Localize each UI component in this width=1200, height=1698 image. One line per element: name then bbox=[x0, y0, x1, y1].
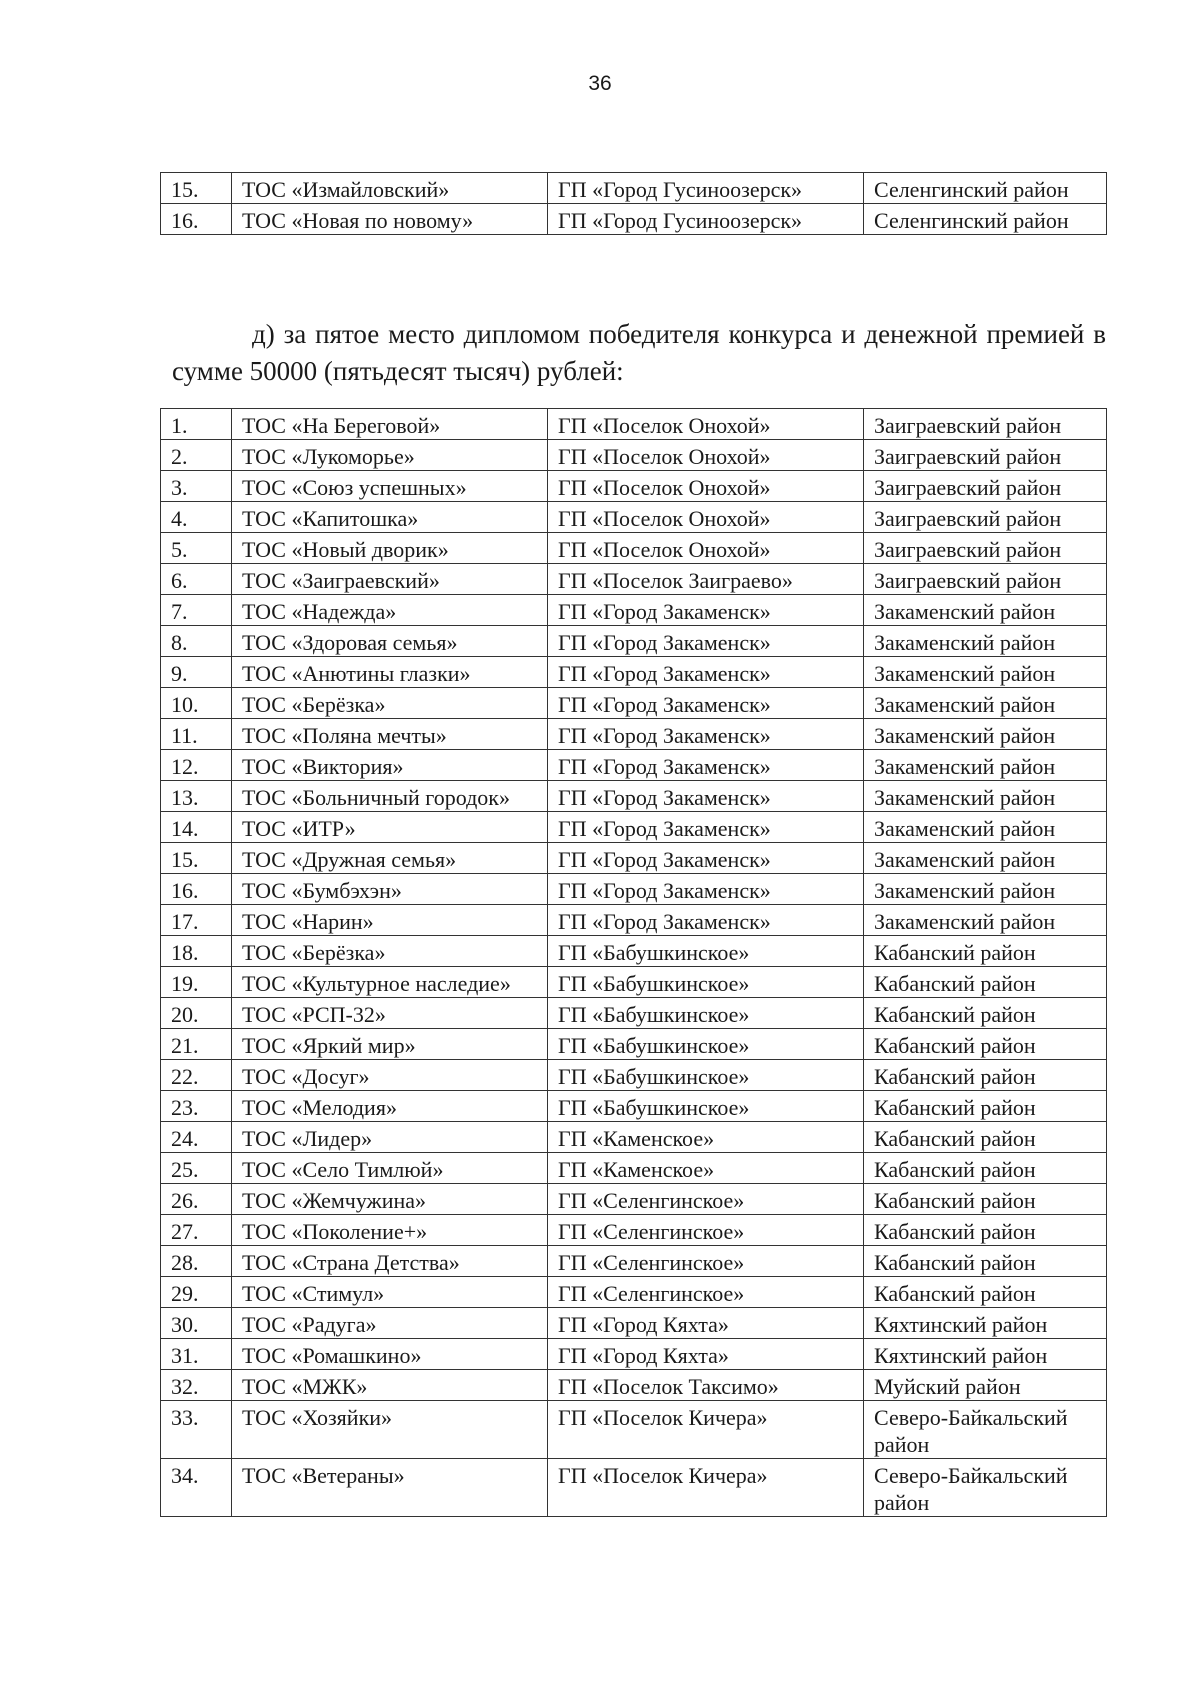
cell-row-number: 22. bbox=[161, 1060, 232, 1091]
cell-district: Кабанский район bbox=[864, 1060, 1107, 1091]
cell-district: Закаменский район bbox=[864, 905, 1107, 936]
cell-tos-name: ТОС «Культурное наследие» bbox=[232, 967, 548, 998]
cell-row-number: 1. bbox=[161, 409, 232, 440]
cell-district: Заиграевский район bbox=[864, 440, 1107, 471]
table-row bbox=[161, 1153, 1107, 1184]
cell-district: Закаменский район bbox=[864, 750, 1107, 781]
cell-row-number: 15. bbox=[161, 843, 232, 874]
cell-row-number: 28. bbox=[161, 1246, 232, 1277]
cell-settlement: ГП «Каменское» bbox=[548, 1122, 864, 1153]
cell-district: Заиграевский район bbox=[864, 409, 1107, 440]
cell-tos-name: ТОС «Ветераны» bbox=[232, 1459, 548, 1517]
cell-district: Заиграевский район bbox=[864, 533, 1107, 564]
cell-district: Кабанский район bbox=[864, 1122, 1107, 1153]
cell-row-number: 16. bbox=[161, 204, 232, 235]
cell-settlement: ГП «Город Кяхта» bbox=[548, 1308, 864, 1339]
cell-district: Кабанский район bbox=[864, 1277, 1107, 1308]
cell-settlement: ГП «Поселок Онохой» bbox=[548, 502, 864, 533]
cell-settlement: ГП «Город Закаменск» bbox=[548, 843, 864, 874]
cell-tos-name: ТОС «Жемчужина» bbox=[232, 1184, 548, 1215]
cell-settlement: ГП «Город Закаменск» bbox=[548, 905, 864, 936]
table-row bbox=[161, 471, 1107, 502]
cell-tos-name: ТОС «Село Тимлюй» bbox=[232, 1153, 548, 1184]
cell-settlement: ГП «Город Закаменск» bbox=[548, 626, 864, 657]
cell-settlement: ГП «Поселок Кичера» bbox=[548, 1459, 864, 1517]
table-row bbox=[161, 781, 1107, 812]
cell-row-number: 30. bbox=[161, 1308, 232, 1339]
cell-settlement: ГП «Бабушкинское» bbox=[548, 1060, 864, 1091]
cell-settlement: ГП «Поселок Онохой» bbox=[548, 533, 864, 564]
cell-tos-name: ТОС «Нарин» bbox=[232, 905, 548, 936]
cell-tos-name: ТОС «Виктория» bbox=[232, 750, 548, 781]
fifth-place-table bbox=[160, 408, 1107, 1517]
table-row bbox=[161, 1459, 1107, 1517]
cell-row-number: 27. bbox=[161, 1215, 232, 1246]
cell-tos-name: ТОС «МЖК» bbox=[232, 1370, 548, 1401]
cell-district: Кабанский район bbox=[864, 1246, 1107, 1277]
cell-settlement: ГП «Город Закаменск» bbox=[548, 812, 864, 843]
table-row bbox=[161, 936, 1107, 967]
cell-tos-name: ТОС «Измайловский» bbox=[232, 173, 548, 204]
cell-settlement: ГП «Бабушкинское» bbox=[548, 1029, 864, 1060]
cell-tos-name: ТОС «Здоровая семья» bbox=[232, 626, 548, 657]
cell-row-number: 23. bbox=[161, 1091, 232, 1122]
table-row bbox=[161, 967, 1107, 998]
cell-district: Закаменский район bbox=[864, 719, 1107, 750]
table-row bbox=[161, 1339, 1107, 1370]
cell-row-number: 11. bbox=[161, 719, 232, 750]
cell-district: Закаменский район bbox=[864, 657, 1107, 688]
cell-tos-name: ТОС «Бумбэхэн» bbox=[232, 874, 548, 905]
cell-district: Заиграевский район bbox=[864, 502, 1107, 533]
cell-district: Закаменский район bbox=[864, 812, 1107, 843]
table-row bbox=[161, 595, 1107, 626]
cell-settlement: ГП «Город Гусиноозерск» bbox=[548, 173, 864, 204]
table-row bbox=[161, 173, 1107, 204]
cell-settlement: ГП «Поселок Онохой» bbox=[548, 440, 864, 471]
table-row bbox=[161, 750, 1107, 781]
cell-tos-name: ТОС «Берёзка» bbox=[232, 688, 548, 719]
cell-tos-name: ТОС «Дружная семья» bbox=[232, 843, 548, 874]
cell-settlement: ГП «Город Закаменск» bbox=[548, 874, 864, 905]
cell-district: Закаменский район bbox=[864, 781, 1107, 812]
cell-tos-name: ТОС «Надежда» bbox=[232, 595, 548, 626]
cell-row-number: 12. bbox=[161, 750, 232, 781]
table-row bbox=[161, 1029, 1107, 1060]
cell-row-number: 33. bbox=[161, 1401, 232, 1459]
cell-settlement: ГП «Селенгинское» bbox=[548, 1184, 864, 1215]
cell-row-number: 34. bbox=[161, 1459, 232, 1517]
cell-district: Северо-Байкальский район bbox=[864, 1401, 1107, 1459]
cell-settlement: ГП «Бабушкинское» bbox=[548, 967, 864, 998]
cell-settlement: ГП «Бабушкинское» bbox=[548, 998, 864, 1029]
table-row bbox=[161, 688, 1107, 719]
cell-district: Селенгинский район bbox=[864, 204, 1107, 235]
cell-district: Заиграевский район bbox=[864, 471, 1107, 502]
cell-tos-name: ТОС «Лукоморье» bbox=[232, 440, 548, 471]
cell-row-number: 32. bbox=[161, 1370, 232, 1401]
cell-district: Кабанский район bbox=[864, 1184, 1107, 1215]
cell-tos-name: ТОС «Больничный городок» bbox=[232, 781, 548, 812]
table-row bbox=[161, 1401, 1107, 1459]
cell-district: Закаменский район bbox=[864, 874, 1107, 905]
table-row bbox=[161, 564, 1107, 595]
cell-settlement: ГП «Город Закаменск» bbox=[548, 657, 864, 688]
table-row bbox=[161, 874, 1107, 905]
cell-row-number: 8. bbox=[161, 626, 232, 657]
table-row bbox=[161, 657, 1107, 688]
cell-tos-name: ТОС «Досуг» bbox=[232, 1060, 548, 1091]
cell-row-number: 2. bbox=[161, 440, 232, 471]
cell-district: Заиграевский район bbox=[864, 564, 1107, 595]
cell-row-number: 16. bbox=[161, 874, 232, 905]
table-row bbox=[161, 719, 1107, 750]
cell-settlement: ГП «Город Закаменск» bbox=[548, 781, 864, 812]
cell-settlement: ГП «Город Гусиноозерск» bbox=[548, 204, 864, 235]
cell-row-number: 9. bbox=[161, 657, 232, 688]
cell-row-number: 19. bbox=[161, 967, 232, 998]
cell-row-number: 4. bbox=[161, 502, 232, 533]
table-row bbox=[161, 440, 1107, 471]
table-row bbox=[161, 905, 1107, 936]
cell-tos-name: ТОС «Анютины глазки» bbox=[232, 657, 548, 688]
cell-row-number: 18. bbox=[161, 936, 232, 967]
cell-tos-name: ТОС «Яркий мир» bbox=[232, 1029, 548, 1060]
cell-settlement: ГП «Город Закаменск» bbox=[548, 719, 864, 750]
table-row bbox=[161, 204, 1107, 235]
table-row bbox=[161, 1184, 1107, 1215]
page-number: 36 bbox=[588, 72, 612, 95]
cell-row-number: 20. bbox=[161, 998, 232, 1029]
cell-tos-name: ТОС «РСП-32» bbox=[232, 998, 548, 1029]
cell-district: Закаменский район bbox=[864, 626, 1107, 657]
cell-settlement: ГП «Город Закаменск» bbox=[548, 688, 864, 719]
cell-tos-name: ТОС «Капитошка» bbox=[232, 502, 548, 533]
cell-row-number: 14. bbox=[161, 812, 232, 843]
cell-row-number: 5. bbox=[161, 533, 232, 564]
cell-settlement: ГП «Поселок Кичера» bbox=[548, 1401, 864, 1459]
cell-settlement: ГП «Поселок Таксимо» bbox=[548, 1370, 864, 1401]
table-row bbox=[161, 843, 1107, 874]
cell-tos-name: ТОС «Лидер» bbox=[232, 1122, 548, 1153]
table-row bbox=[161, 502, 1107, 533]
cell-row-number: 24. bbox=[161, 1122, 232, 1153]
cell-district: Кабанский район bbox=[864, 1029, 1107, 1060]
cell-row-number: 21. bbox=[161, 1029, 232, 1060]
cell-district: Кабанский район bbox=[864, 936, 1107, 967]
cell-row-number: 29. bbox=[161, 1277, 232, 1308]
cell-row-number: 7. bbox=[161, 595, 232, 626]
cell-row-number: 17. bbox=[161, 905, 232, 936]
table-row bbox=[161, 1246, 1107, 1277]
table-row bbox=[161, 1091, 1107, 1122]
cell-row-number: 13. bbox=[161, 781, 232, 812]
cell-district: Кабанский район bbox=[864, 1215, 1107, 1246]
cell-row-number: 10. bbox=[161, 688, 232, 719]
cell-district: Закаменский район bbox=[864, 595, 1107, 626]
cell-row-number: 3. bbox=[161, 471, 232, 502]
table-row bbox=[161, 1060, 1107, 1091]
cell-tos-name: ТОС «Берёзка» bbox=[232, 936, 548, 967]
cell-row-number: 25. bbox=[161, 1153, 232, 1184]
fifth-place-paragraph: д) за пятое место дипломом победителя конкурса и денежной премией в сумме 50000 (пятьдесят тысяч) рублей: bbox=[172, 319, 1106, 386]
cell-settlement: ГП «Каменское» bbox=[548, 1153, 864, 1184]
cell-tos-name: ТОС «На Береговой» bbox=[232, 409, 548, 440]
cell-tos-name: ТОС «Ромашкино» bbox=[232, 1339, 548, 1370]
cell-settlement: ГП «Поселок Онохой» bbox=[548, 471, 864, 502]
cell-row-number: 31. bbox=[161, 1339, 232, 1370]
cell-settlement: ГП «Поселок Онохой» bbox=[548, 409, 864, 440]
cell-row-number: 26. bbox=[161, 1184, 232, 1215]
cell-tos-name: ТОС «Новый дворик» bbox=[232, 533, 548, 564]
cell-settlement: ГП «Селенгинское» bbox=[548, 1215, 864, 1246]
cell-district: Кабанский район bbox=[864, 1153, 1107, 1184]
cell-settlement: ГП «Поселок Заиграево» bbox=[548, 564, 864, 595]
cell-settlement: ГП «Город Закаменск» bbox=[548, 750, 864, 781]
table-row bbox=[161, 409, 1107, 440]
cell-settlement: ГП «Бабушкинское» bbox=[548, 1091, 864, 1122]
cell-tos-name: ТОС «ИТР» bbox=[232, 812, 548, 843]
cell-tos-name: ТОС «Страна Детства» bbox=[232, 1246, 548, 1277]
table-row bbox=[161, 626, 1107, 657]
table-row bbox=[161, 812, 1107, 843]
cell-tos-name: ТОС «Мелодия» bbox=[232, 1091, 548, 1122]
cell-settlement: ГП «Бабушкинское» bbox=[548, 936, 864, 967]
cell-district: Кабанский район bbox=[864, 1091, 1107, 1122]
cell-district: Закаменский район bbox=[864, 843, 1107, 874]
cell-tos-name: ТОС «Союз успешных» bbox=[232, 471, 548, 502]
cell-district: Северо-Байкальский район bbox=[864, 1459, 1107, 1517]
cell-tos-name: ТОС «Новая по новому» bbox=[232, 204, 548, 235]
table-row bbox=[161, 1122, 1107, 1153]
cell-row-number: 15. bbox=[161, 173, 232, 204]
cell-settlement: ГП «Город Закаменск» bbox=[548, 595, 864, 626]
table-row bbox=[161, 1215, 1107, 1246]
cell-district: Кяхтинский район bbox=[864, 1308, 1107, 1339]
cell-settlement: ГП «Город Кяхта» bbox=[548, 1339, 864, 1370]
cell-district: Закаменский район bbox=[864, 688, 1107, 719]
winners-table-continued bbox=[160, 172, 1107, 235]
table-row bbox=[161, 533, 1107, 564]
cell-district: Кяхтинский район bbox=[864, 1339, 1107, 1370]
cell-settlement: ГП «Селенгинское» bbox=[548, 1277, 864, 1308]
cell-district: Кабанский район bbox=[864, 998, 1107, 1029]
table-row bbox=[161, 1370, 1107, 1401]
cell-tos-name: ТОС «Поколение+» bbox=[232, 1215, 548, 1246]
cell-district: Селенгинский район bbox=[864, 173, 1107, 204]
cell-tos-name: ТОС «Радуга» bbox=[232, 1308, 548, 1339]
cell-district: Кабанский район bbox=[864, 967, 1107, 998]
table-row bbox=[161, 1277, 1107, 1308]
cell-tos-name: ТОС «Заиграевский» bbox=[232, 564, 548, 595]
cell-tos-name: ТОС «Стимул» bbox=[232, 1277, 548, 1308]
cell-tos-name: ТОС «Хозяйки» bbox=[232, 1401, 548, 1459]
table-row bbox=[161, 1308, 1107, 1339]
cell-row-number: 6. bbox=[161, 564, 232, 595]
cell-settlement: ГП «Селенгинское» bbox=[548, 1246, 864, 1277]
table-row bbox=[161, 998, 1107, 1029]
cell-tos-name: ТОС «Поляна мечты» bbox=[232, 719, 548, 750]
cell-district: Муйский район bbox=[864, 1370, 1107, 1401]
